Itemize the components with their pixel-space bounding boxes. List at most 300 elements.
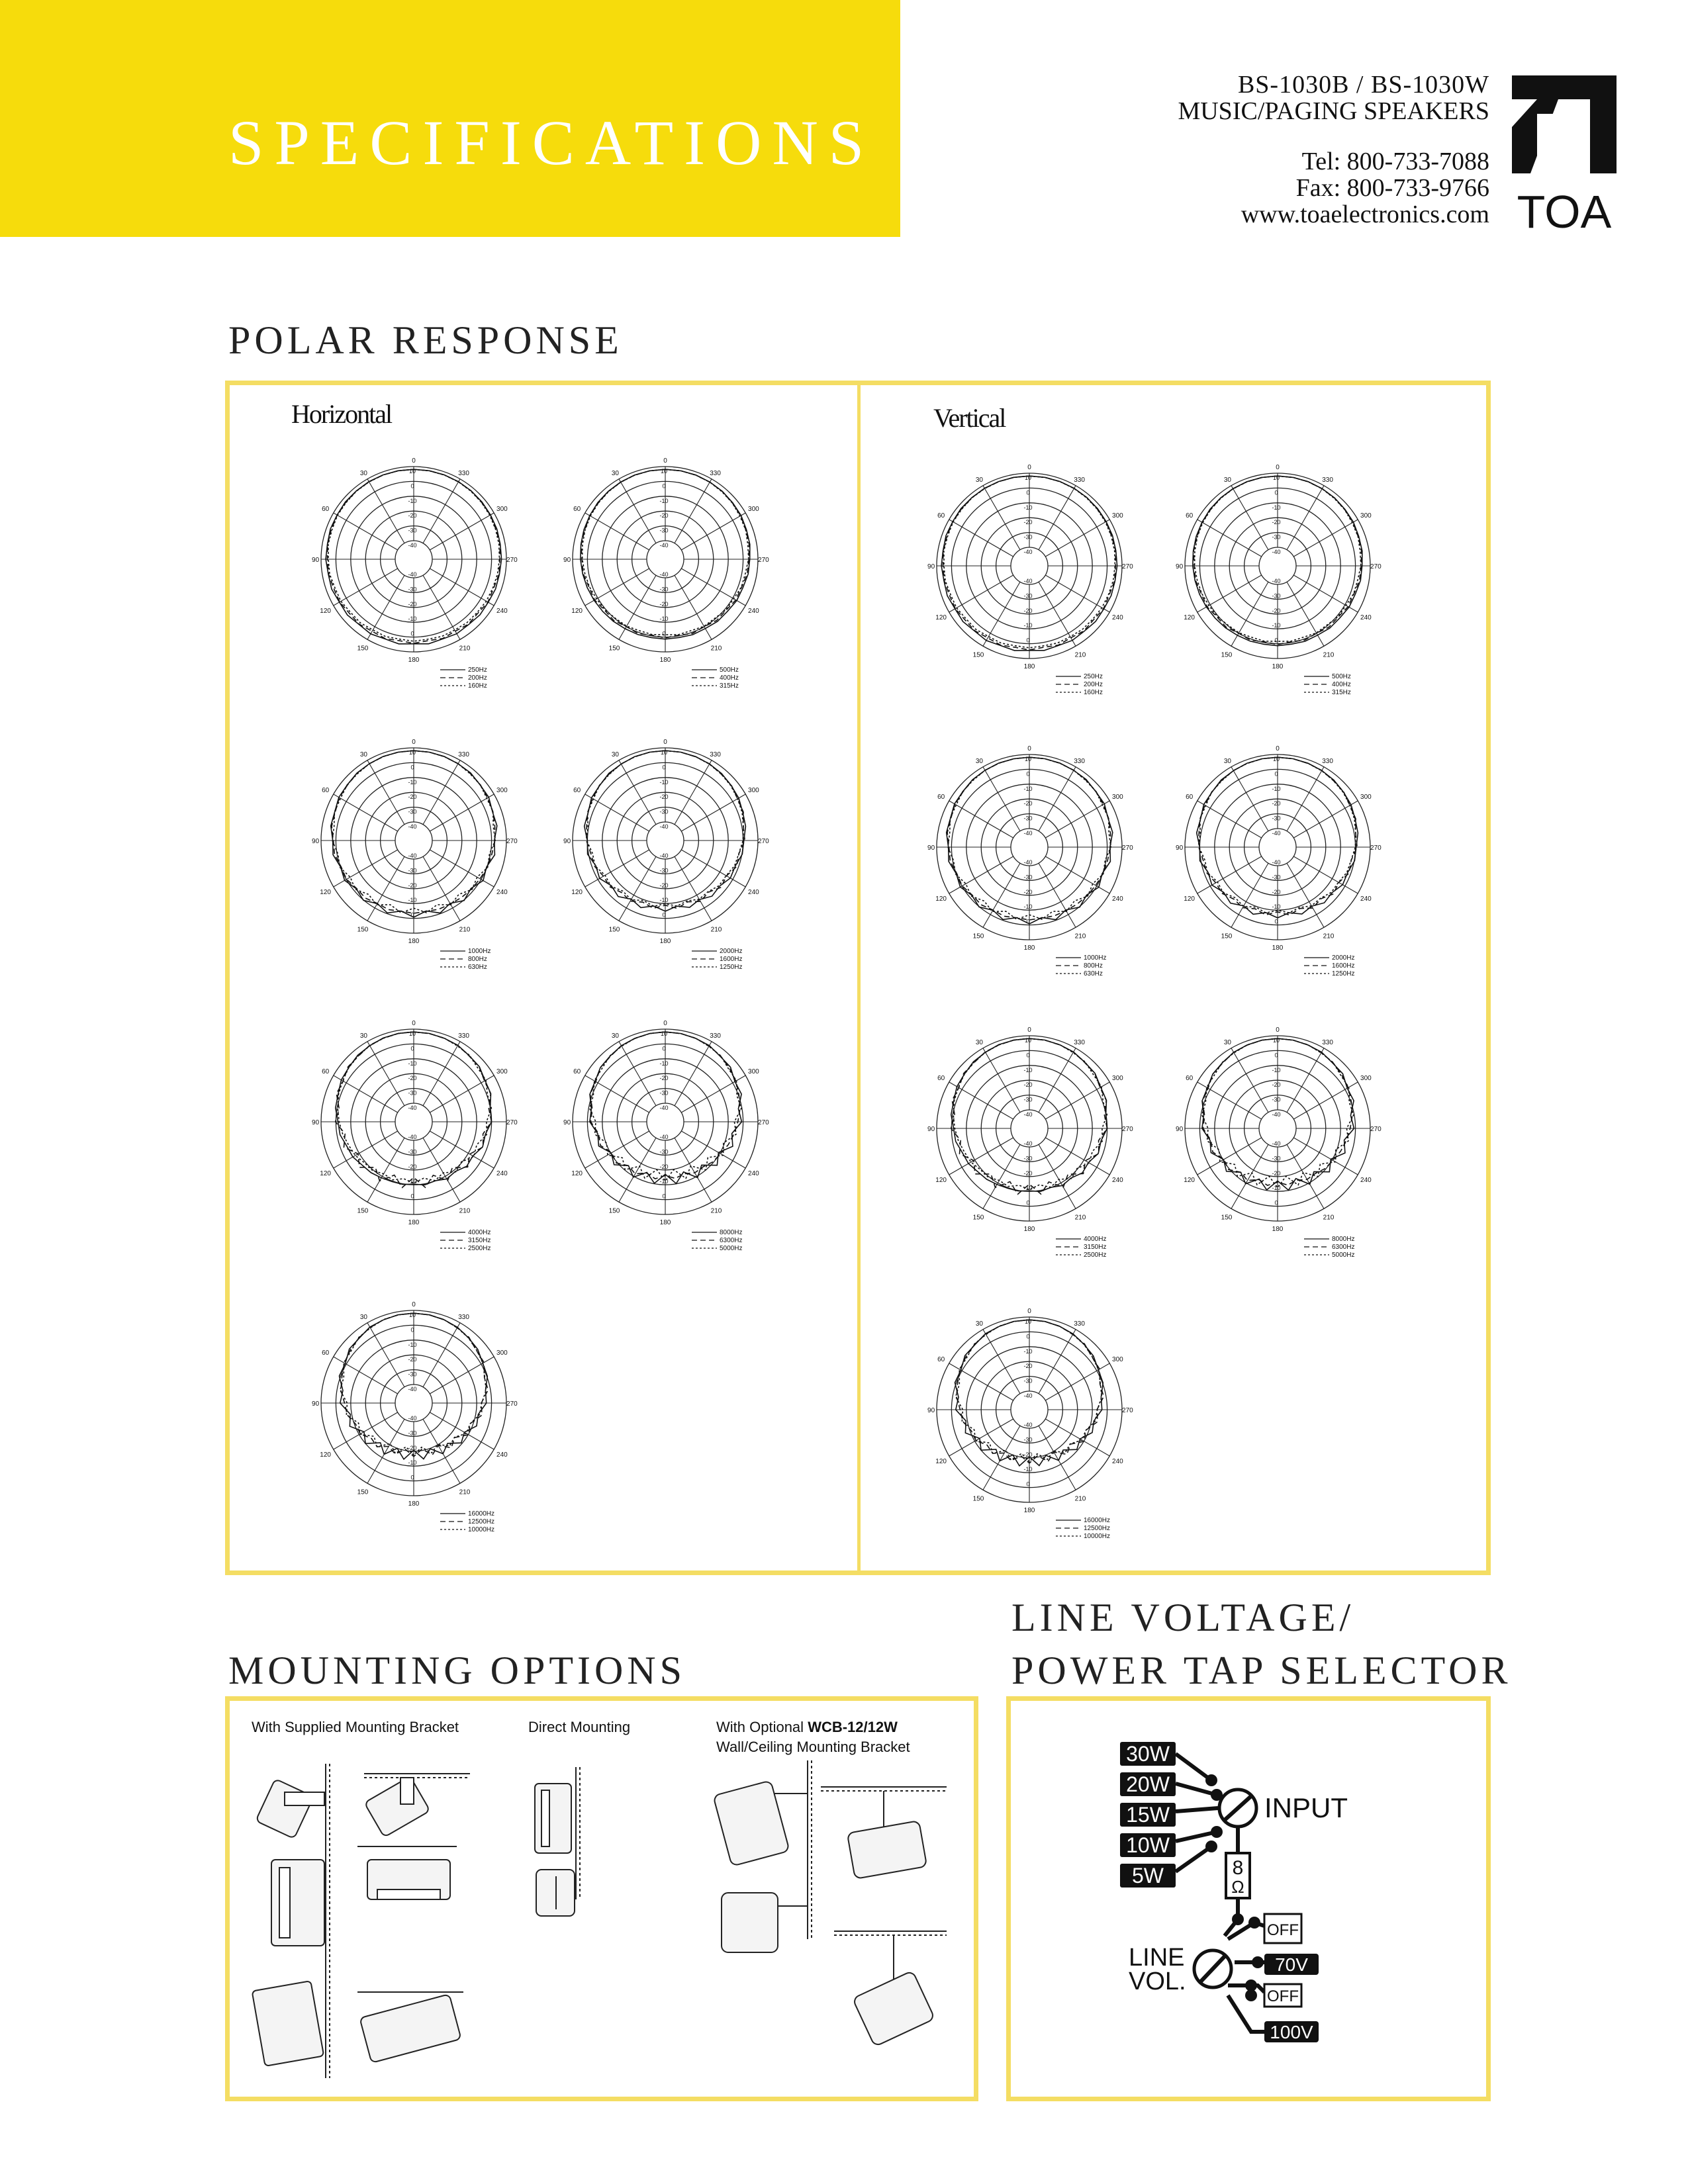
- polar-ring-label: 10: [1272, 1037, 1280, 1044]
- polar-ring-label: -40: [1023, 578, 1033, 584]
- input-label: INPUT: [1264, 1792, 1348, 1823]
- polar-angle-label: 330: [1322, 758, 1333, 766]
- polar-angle-label: 270: [506, 838, 518, 845]
- polar-ring-label: -10: [1023, 785, 1033, 792]
- polar-ring-label: 0: [1026, 489, 1030, 496]
- polar-angle-label: 210: [710, 926, 722, 934]
- polar-angle-label: 180: [1023, 663, 1035, 671]
- polar-angle-label: 0: [663, 739, 667, 747]
- polar-ring-label: -10: [1272, 1185, 1281, 1192]
- polar-plot-vertical-3: [917, 731, 1142, 996]
- polar-ring-label: -30: [1272, 592, 1281, 600]
- polar-ring-label: 0: [1026, 1052, 1030, 1059]
- polar-angle-label: 150: [972, 933, 984, 940]
- polar-ring-label: -10: [659, 897, 669, 904]
- speaker-ceiling-tilted: [357, 1992, 463, 2063]
- polar-ring-label: -10: [659, 1060, 669, 1067]
- polar-ring-label: -30: [408, 1148, 417, 1156]
- polar-angle-label: 210: [459, 1488, 471, 1496]
- polar-ring-label: -30: [659, 586, 669, 593]
- polar-ring-label: -40: [408, 1386, 417, 1392]
- polar-legend-label: 800Hz: [468, 956, 487, 963]
- page-title: SPECIFICATIONS: [228, 107, 875, 178]
- polar-ring-label: 0: [662, 764, 666, 771]
- polar-angle-label: 150: [608, 1207, 620, 1215]
- polar-ring-label: -10: [408, 1459, 417, 1467]
- polar-angle-label: 240: [1360, 895, 1372, 903]
- polar-ring-label: -20: [1023, 519, 1033, 526]
- polar-angle-label: 90: [1176, 1126, 1184, 1133]
- polar-ring-label: -40: [408, 1415, 417, 1422]
- polar-ring-label: -30: [1023, 533, 1033, 541]
- polar-ring-label: -20: [1023, 1363, 1033, 1370]
- polar-plot-vertical-7: [917, 1294, 1142, 1559]
- polar-plot-vertical-1: [917, 450, 1142, 715]
- polar-angle-label: 150: [357, 1488, 369, 1496]
- polar-angle-label: 150: [972, 1495, 984, 1503]
- polar-ring-label: -40: [659, 571, 669, 578]
- polar-angle-label: 60: [1186, 512, 1194, 520]
- polar-ring-label: -10: [408, 897, 417, 904]
- speaker-direct-side: [535, 1784, 571, 1853]
- polar-legend-label: 315Hz: [720, 682, 739, 690]
- polar-angle-label: 30: [611, 751, 619, 759]
- polar-angle-label: 90: [312, 1400, 320, 1408]
- polar-angle-label: 120: [571, 1170, 583, 1177]
- polar-angle-label: 120: [1184, 895, 1195, 903]
- polar-angle-label: 30: [359, 1032, 367, 1040]
- polar-angle-label: 240: [496, 1451, 508, 1459]
- polar-ring-label: -10: [408, 778, 417, 786]
- polar-legend-label: 5000Hz: [1332, 1251, 1355, 1259]
- polar-angle-label: 210: [710, 645, 722, 653]
- polar-ring-label: -20: [1272, 888, 1281, 895]
- polar-angle-label: 30: [975, 477, 983, 484]
- polar-angle-label: 300: [496, 506, 508, 513]
- polar-angle-label: 120: [320, 1170, 331, 1177]
- polar-ring-label: 0: [1026, 770, 1030, 778]
- toa-logo: [1511, 74, 1618, 233]
- polar-angle-label: 240: [1112, 1458, 1123, 1465]
- polar-angle-label: 120: [935, 1458, 947, 1465]
- polar-ring-label: -10: [1023, 622, 1033, 629]
- polar-ring-label: 10: [660, 1030, 668, 1037]
- polar-ring-label: -20: [408, 1444, 417, 1451]
- off-label-1: OFF: [1267, 1921, 1299, 1939]
- polar-legend-label: 2000Hz: [1332, 954, 1355, 962]
- polar-ring-label: -20: [659, 1163, 669, 1170]
- polar-legend-label: 200Hz: [1084, 681, 1103, 688]
- selector-title-line2: POWER TAP SELECTOR: [1011, 1649, 1512, 1692]
- polar-ring-label: 0: [1274, 918, 1278, 925]
- polar-angle-label: 180: [1272, 1226, 1284, 1234]
- polar-angle-label: 30: [975, 758, 983, 766]
- polar-ring-label: -20: [408, 600, 417, 608]
- polar-ring-label: -10: [408, 1341, 417, 1348]
- power-tap-label: 30W: [1126, 1742, 1170, 1766]
- polar-ring-label: -20: [1272, 607, 1281, 614]
- polar-angle-label: 180: [1272, 663, 1284, 671]
- polar-legend-label: 200Hz: [468, 674, 487, 682]
- polar-angle-label: 90: [312, 838, 320, 845]
- polar-angle-label: 60: [1186, 1075, 1194, 1082]
- polar-plot-vertical-2: [1165, 450, 1390, 715]
- polar-ring-label: -10: [408, 497, 417, 504]
- optional-bracket-model: WCB-12/12W: [808, 1719, 898, 1735]
- polar-ring-label: 0: [1274, 770, 1278, 778]
- polar-plot-vertical-6: [1165, 1013, 1390, 1277]
- polar-angle-label: 180: [408, 657, 420, 664]
- polar-ring-label: 0: [662, 1045, 666, 1052]
- polar-angle-label: 30: [611, 1032, 619, 1040]
- polar-ring-label: -40: [408, 1134, 417, 1140]
- polar-legend-label: 1600Hz: [720, 956, 743, 963]
- polar-angle-label: 210: [1323, 651, 1335, 659]
- polar-angle-label: 0: [663, 1020, 667, 1028]
- ohm-symbol: Ω: [1231, 1877, 1244, 1897]
- polar-ring-label: -40: [408, 823, 417, 830]
- horizontal-label: Horizontal: [291, 399, 392, 429]
- polar-legend-label: 10000Hz: [1084, 1533, 1111, 1540]
- polar-ring-label: 0: [662, 630, 666, 637]
- polar-ring-label: -10: [1023, 1347, 1033, 1355]
- polar-angle-label: 0: [663, 457, 667, 465]
- polar-angle-label: 150: [972, 651, 984, 659]
- speaker-bracket-ceiling-down: [847, 1791, 927, 1879]
- polar-legend-label: 8000Hz: [1332, 1236, 1355, 1243]
- polar-angle-label: 0: [1027, 1308, 1031, 1316]
- optional-bracket-caption-2: Wall/Ceiling Mounting Bracket: [716, 1739, 910, 1755]
- polar-ring-label: -20: [1023, 888, 1033, 895]
- polar-angle-label: 60: [1186, 794, 1194, 801]
- polar-angle-label: 120: [320, 1451, 331, 1459]
- polar-angle-label: 300: [1112, 1356, 1123, 1363]
- polar-angle-label: 180: [1023, 1226, 1035, 1234]
- polar-ring-label: 0: [410, 1045, 414, 1052]
- polar-ring-label: -10: [659, 497, 669, 504]
- polar-ring-label: -20: [1272, 800, 1281, 807]
- off-label-2: OFF: [1267, 1987, 1299, 2005]
- polar-legend-label: 12500Hz: [1084, 1525, 1111, 1532]
- polar-ring-label: -20: [408, 512, 417, 520]
- polar-angle-label: 60: [573, 787, 581, 794]
- polar-legend-label: 4000Hz: [1084, 1236, 1107, 1243]
- polar-angle-label: 150: [1221, 933, 1233, 940]
- polar-ring-label: -20: [1023, 607, 1033, 614]
- polar-ring-label: 10: [408, 468, 416, 475]
- polar-angle-label: 210: [1074, 651, 1086, 659]
- polar-ring-label: 0: [1026, 637, 1030, 644]
- polar-ring-label: -40: [659, 1105, 669, 1111]
- header-info: [1178, 71, 1489, 228]
- polar-plot-vertical-4: [1165, 731, 1390, 996]
- polar-ring-label: 0: [410, 911, 414, 919]
- polar-ring-label: -30: [659, 1089, 669, 1097]
- polar-angle-label: 300: [1360, 794, 1372, 801]
- polar-legend-label: 800Hz: [1084, 962, 1103, 970]
- polar-angle-label: 60: [573, 506, 581, 513]
- polar-angle-label: 180: [408, 938, 420, 946]
- power-tap-label: 10W: [1126, 1833, 1170, 1857]
- polar-angle-label: 240: [1112, 895, 1123, 903]
- polar-ring-label: -40: [1023, 1111, 1033, 1118]
- polar-angle-label: 30: [611, 470, 619, 478]
- polar-angle-label: 60: [573, 1068, 581, 1075]
- speaker-bracket-wall-angled: [713, 1780, 808, 1866]
- polar-angle-label: 30: [1223, 758, 1231, 766]
- polar-ring-label: -30: [1023, 1436, 1033, 1443]
- polar-angle-label: 90: [563, 838, 571, 845]
- polar-legend-label: 400Hz: [720, 674, 739, 682]
- polar-legend-label: 1250Hz: [1332, 970, 1355, 978]
- polar-ring-label: 0: [662, 482, 666, 490]
- polar-legend-label: 500Hz: [720, 666, 739, 674]
- polar-angle-label: 330: [458, 1032, 469, 1040]
- polar-ring-label: -30: [408, 1430, 417, 1437]
- polar-angle-label: 300: [748, 506, 759, 513]
- polar-angle-label: 120: [1184, 1177, 1195, 1184]
- polar-ring-label: -10: [659, 615, 669, 623]
- polar-ring-label: -40: [1023, 830, 1033, 837]
- polar-angle-label: 330: [710, 1032, 721, 1040]
- polar-angle-label: 300: [1112, 512, 1123, 520]
- polar-ring-label: -10: [1272, 622, 1281, 629]
- polar-ring-label: -20: [659, 882, 669, 889]
- polar-angle-label: 240: [748, 1170, 759, 1177]
- polar-legend-label: 4000Hz: [468, 1229, 491, 1236]
- polar-angle-label: 210: [459, 645, 471, 653]
- polar-ring-label: -40: [408, 1105, 417, 1111]
- polar-angle-label: 0: [1027, 464, 1031, 472]
- polar-ring-label: -40: [1272, 859, 1281, 866]
- polar-angle-label: 180: [659, 938, 671, 946]
- polar-angle-label: 0: [412, 1301, 416, 1309]
- polar-ring-label: -30: [1272, 1096, 1281, 1103]
- polar-angle-label: 150: [357, 1207, 369, 1215]
- polar-ring-label: -40: [659, 542, 669, 549]
- polar-angle-label: 150: [608, 926, 620, 934]
- polar-angle-label: 60: [937, 1075, 945, 1082]
- polar-ring-label: -30: [408, 808, 417, 815]
- polar-angle-label: 0: [412, 1020, 416, 1028]
- polar-ring-label: -20: [659, 1075, 669, 1082]
- polar-section-title: POLAR RESPONSE: [228, 318, 623, 362]
- polar-angle-label: 240: [1360, 1177, 1372, 1184]
- polar-angle-label: 180: [659, 1219, 671, 1227]
- polar-ring-label: -30: [1023, 592, 1033, 600]
- polar-angle-label: 120: [571, 608, 583, 615]
- polar-angle-label: 210: [1074, 1495, 1086, 1503]
- polar-angle-label: 330: [458, 751, 469, 759]
- polar-ring-label: -10: [1272, 504, 1281, 511]
- polar-ring-label: -30: [408, 1371, 417, 1378]
- polar-ring-label: -30: [659, 1148, 669, 1156]
- polar-angle-label: 60: [937, 794, 945, 801]
- polar-angle-label: 90: [927, 1126, 935, 1133]
- polar-ring-label: -20: [408, 1163, 417, 1170]
- line-vol-label-1: LINE: [1129, 1944, 1185, 1972]
- polar-angle-label: 180: [408, 1219, 420, 1227]
- power-tap-label: 20W: [1126, 1772, 1170, 1796]
- polar-ring-label: -30: [1023, 874, 1033, 881]
- polar-angle-label: 330: [458, 1314, 469, 1322]
- selector-title-line1: LINE VOLTAGE/: [1011, 1596, 1355, 1639]
- polar-ring-label: 0: [1026, 1480, 1030, 1488]
- polar-angle-label: 60: [322, 1068, 330, 1075]
- polar-legend-label: 315Hz: [1332, 689, 1351, 696]
- polar-angle-label: 150: [1221, 1214, 1233, 1222]
- polar-plot-horizontal-1: [301, 443, 526, 708]
- polar-angle-label: 30: [359, 470, 367, 478]
- polar-ring-label: -30: [408, 586, 417, 593]
- polar-angle-label: 240: [496, 1170, 508, 1177]
- polar-angle-label: 90: [312, 557, 320, 564]
- polar-ring-label: -30: [659, 808, 669, 815]
- polar-angle-label: 330: [1322, 477, 1333, 484]
- polar-angle-label: 60: [322, 1349, 330, 1357]
- polar-angle-label: 90: [563, 1119, 571, 1126]
- polar-legend-label: 12500Hz: [468, 1518, 495, 1525]
- polar-ring-label: -20: [1023, 800, 1033, 807]
- polar-angle-label: 300: [496, 787, 508, 794]
- polar-ring-label: -20: [408, 1356, 417, 1363]
- polar-ring-label: -40: [1272, 578, 1281, 584]
- polar-angle-label: 150: [1221, 651, 1233, 659]
- polar-ring-label: -10: [408, 1060, 417, 1067]
- mounting-section-title: MOUNTING OPTIONS: [228, 1649, 686, 1692]
- polar-legend-label: 250Hz: [1084, 673, 1103, 680]
- polar-angle-label: 0: [1027, 1026, 1031, 1034]
- polar-angle-label: 120: [320, 889, 331, 896]
- polar-legend-label: 400Hz: [1332, 681, 1351, 688]
- polar-angle-label: 60: [937, 1356, 945, 1363]
- polar-legend-label: 6300Hz: [1332, 1244, 1355, 1251]
- polar-angle-label: 0: [412, 739, 416, 747]
- polar-angle-label: 300: [1112, 1075, 1123, 1082]
- polar-plot-vertical-5: [917, 1013, 1142, 1277]
- polar-angle-label: 90: [1176, 844, 1184, 852]
- polar-angle-label: 330: [1322, 1039, 1333, 1047]
- speaker-bracket-ceiling-tilted: [853, 1935, 935, 2046]
- polar-angle-label: 210: [710, 1207, 722, 1215]
- polar-angle-label: 240: [496, 608, 508, 615]
- polar-ring-label: 0: [410, 1193, 414, 1200]
- polar-ring-label: -20: [408, 882, 417, 889]
- polar-angle-label: 240: [1112, 614, 1123, 621]
- polar-angle-label: 240: [496, 889, 508, 896]
- direct-mounting-caption: Direct Mounting: [528, 1719, 631, 1735]
- polar-angle-label: 120: [571, 889, 583, 896]
- polar-ring-label: -30: [659, 867, 669, 874]
- polar-angle-label: 150: [357, 926, 369, 934]
- polar-angle-label: 210: [1074, 1214, 1086, 1222]
- polar-angle-label: 330: [1074, 477, 1085, 484]
- optional-bracket-caption: With Optional WCB-12/12W: [716, 1719, 898, 1735]
- speaker-wall-front: [271, 1860, 324, 1946]
- polar-angle-label: 210: [459, 1207, 471, 1215]
- polar-angle-label: 30: [975, 1320, 983, 1328]
- polar-angle-label: 270: [758, 838, 769, 845]
- polar-angle-label: 240: [748, 608, 759, 615]
- polar-ring-label: 10: [408, 1312, 416, 1318]
- polar-ring-label: 0: [662, 1193, 666, 1200]
- polar-angle-label: 90: [927, 844, 935, 852]
- polar-ring-label: -40: [1272, 1140, 1281, 1147]
- polar-angle-label: 0: [1276, 1026, 1280, 1034]
- polar-ring-label: -40: [1023, 1140, 1033, 1147]
- polar-ring-label: -20: [659, 600, 669, 608]
- polar-ring-label: -40: [408, 542, 417, 549]
- polar-ring-label: -30: [408, 527, 417, 534]
- polar-ring-label: -30: [1272, 1155, 1281, 1162]
- polar-angle-label: 270: [1122, 844, 1133, 852]
- polar-angle-label: 300: [496, 1349, 508, 1357]
- polar-ring-label: 10: [1024, 1318, 1032, 1325]
- polar-angle-label: 300: [1360, 1075, 1372, 1082]
- polar-ring-label: -20: [1023, 1081, 1033, 1089]
- polar-ring-label: 0: [1274, 637, 1278, 644]
- ohm-value: 8: [1232, 1857, 1244, 1879]
- speaker-wall-angled: [256, 1779, 324, 1839]
- tap-selector-diagram: [1112, 1734, 1390, 2065]
- polar-ring-label: -40: [659, 1134, 669, 1140]
- polar-angle-label: 270: [758, 1119, 769, 1126]
- polar-ring-label: -30: [408, 867, 417, 874]
- polar-ring-label: -40: [1272, 549, 1281, 555]
- polar-ring-label: -40: [1023, 549, 1033, 555]
- polar-angle-label: 60: [937, 512, 945, 520]
- supplied-bracket-caption: With Supplied Mounting Bracket: [252, 1719, 459, 1735]
- polar-angle-label: 90: [927, 1407, 935, 1414]
- polar-angle-label: 330: [1074, 1320, 1085, 1328]
- polar-ring-label: 10: [660, 468, 668, 475]
- polar-angle-label: 150: [608, 645, 620, 653]
- toa-logo-text: TOA: [1517, 186, 1612, 233]
- polar-angle-label: 270: [1122, 563, 1133, 570]
- polar-ring-label: -40: [659, 852, 669, 859]
- polar-angle-label: 300: [748, 787, 759, 794]
- polar-ring-label: -10: [1023, 903, 1033, 911]
- polar-angle-label: 330: [458, 470, 469, 478]
- polar-ring-label: 0: [1274, 1199, 1278, 1206]
- polar-ring-label: -20: [408, 1075, 417, 1082]
- polar-ring-label: -10: [1272, 1066, 1281, 1073]
- polar-ring-label: 0: [1026, 1199, 1030, 1206]
- polar-legend-label: 10000Hz: [468, 1526, 495, 1533]
- polar-angle-label: 270: [1122, 1407, 1133, 1414]
- polar-angle-label: 330: [710, 751, 721, 759]
- polar-angle-label: 270: [1370, 1126, 1382, 1133]
- polar-legend-label: 1000Hz: [1084, 954, 1107, 962]
- polar-angle-label: 90: [312, 1119, 320, 1126]
- polar-ring-label: -40: [659, 823, 669, 830]
- polar-ring-label: -20: [659, 512, 669, 520]
- polar-angle-label: 120: [935, 895, 947, 903]
- polar-legend-label: 630Hz: [1084, 970, 1103, 978]
- polar-angle-label: 270: [506, 1119, 518, 1126]
- polar-ring-label: -20: [1272, 1169, 1281, 1177]
- polar-plot-horizontal-4: [553, 725, 778, 989]
- polar-angle-label: 330: [710, 470, 721, 478]
- polar-plot-horizontal-3: [301, 725, 526, 989]
- polar-angle-label: 90: [1176, 563, 1184, 570]
- polar-angle-label: 270: [1370, 844, 1382, 852]
- polar-angle-label: 60: [322, 787, 330, 794]
- polar-ring-label: -20: [408, 794, 417, 801]
- polar-angle-label: 240: [1360, 614, 1372, 621]
- polar-ring-label: -20: [1272, 519, 1281, 526]
- polar-legend-label: 1600Hz: [1332, 962, 1355, 970]
